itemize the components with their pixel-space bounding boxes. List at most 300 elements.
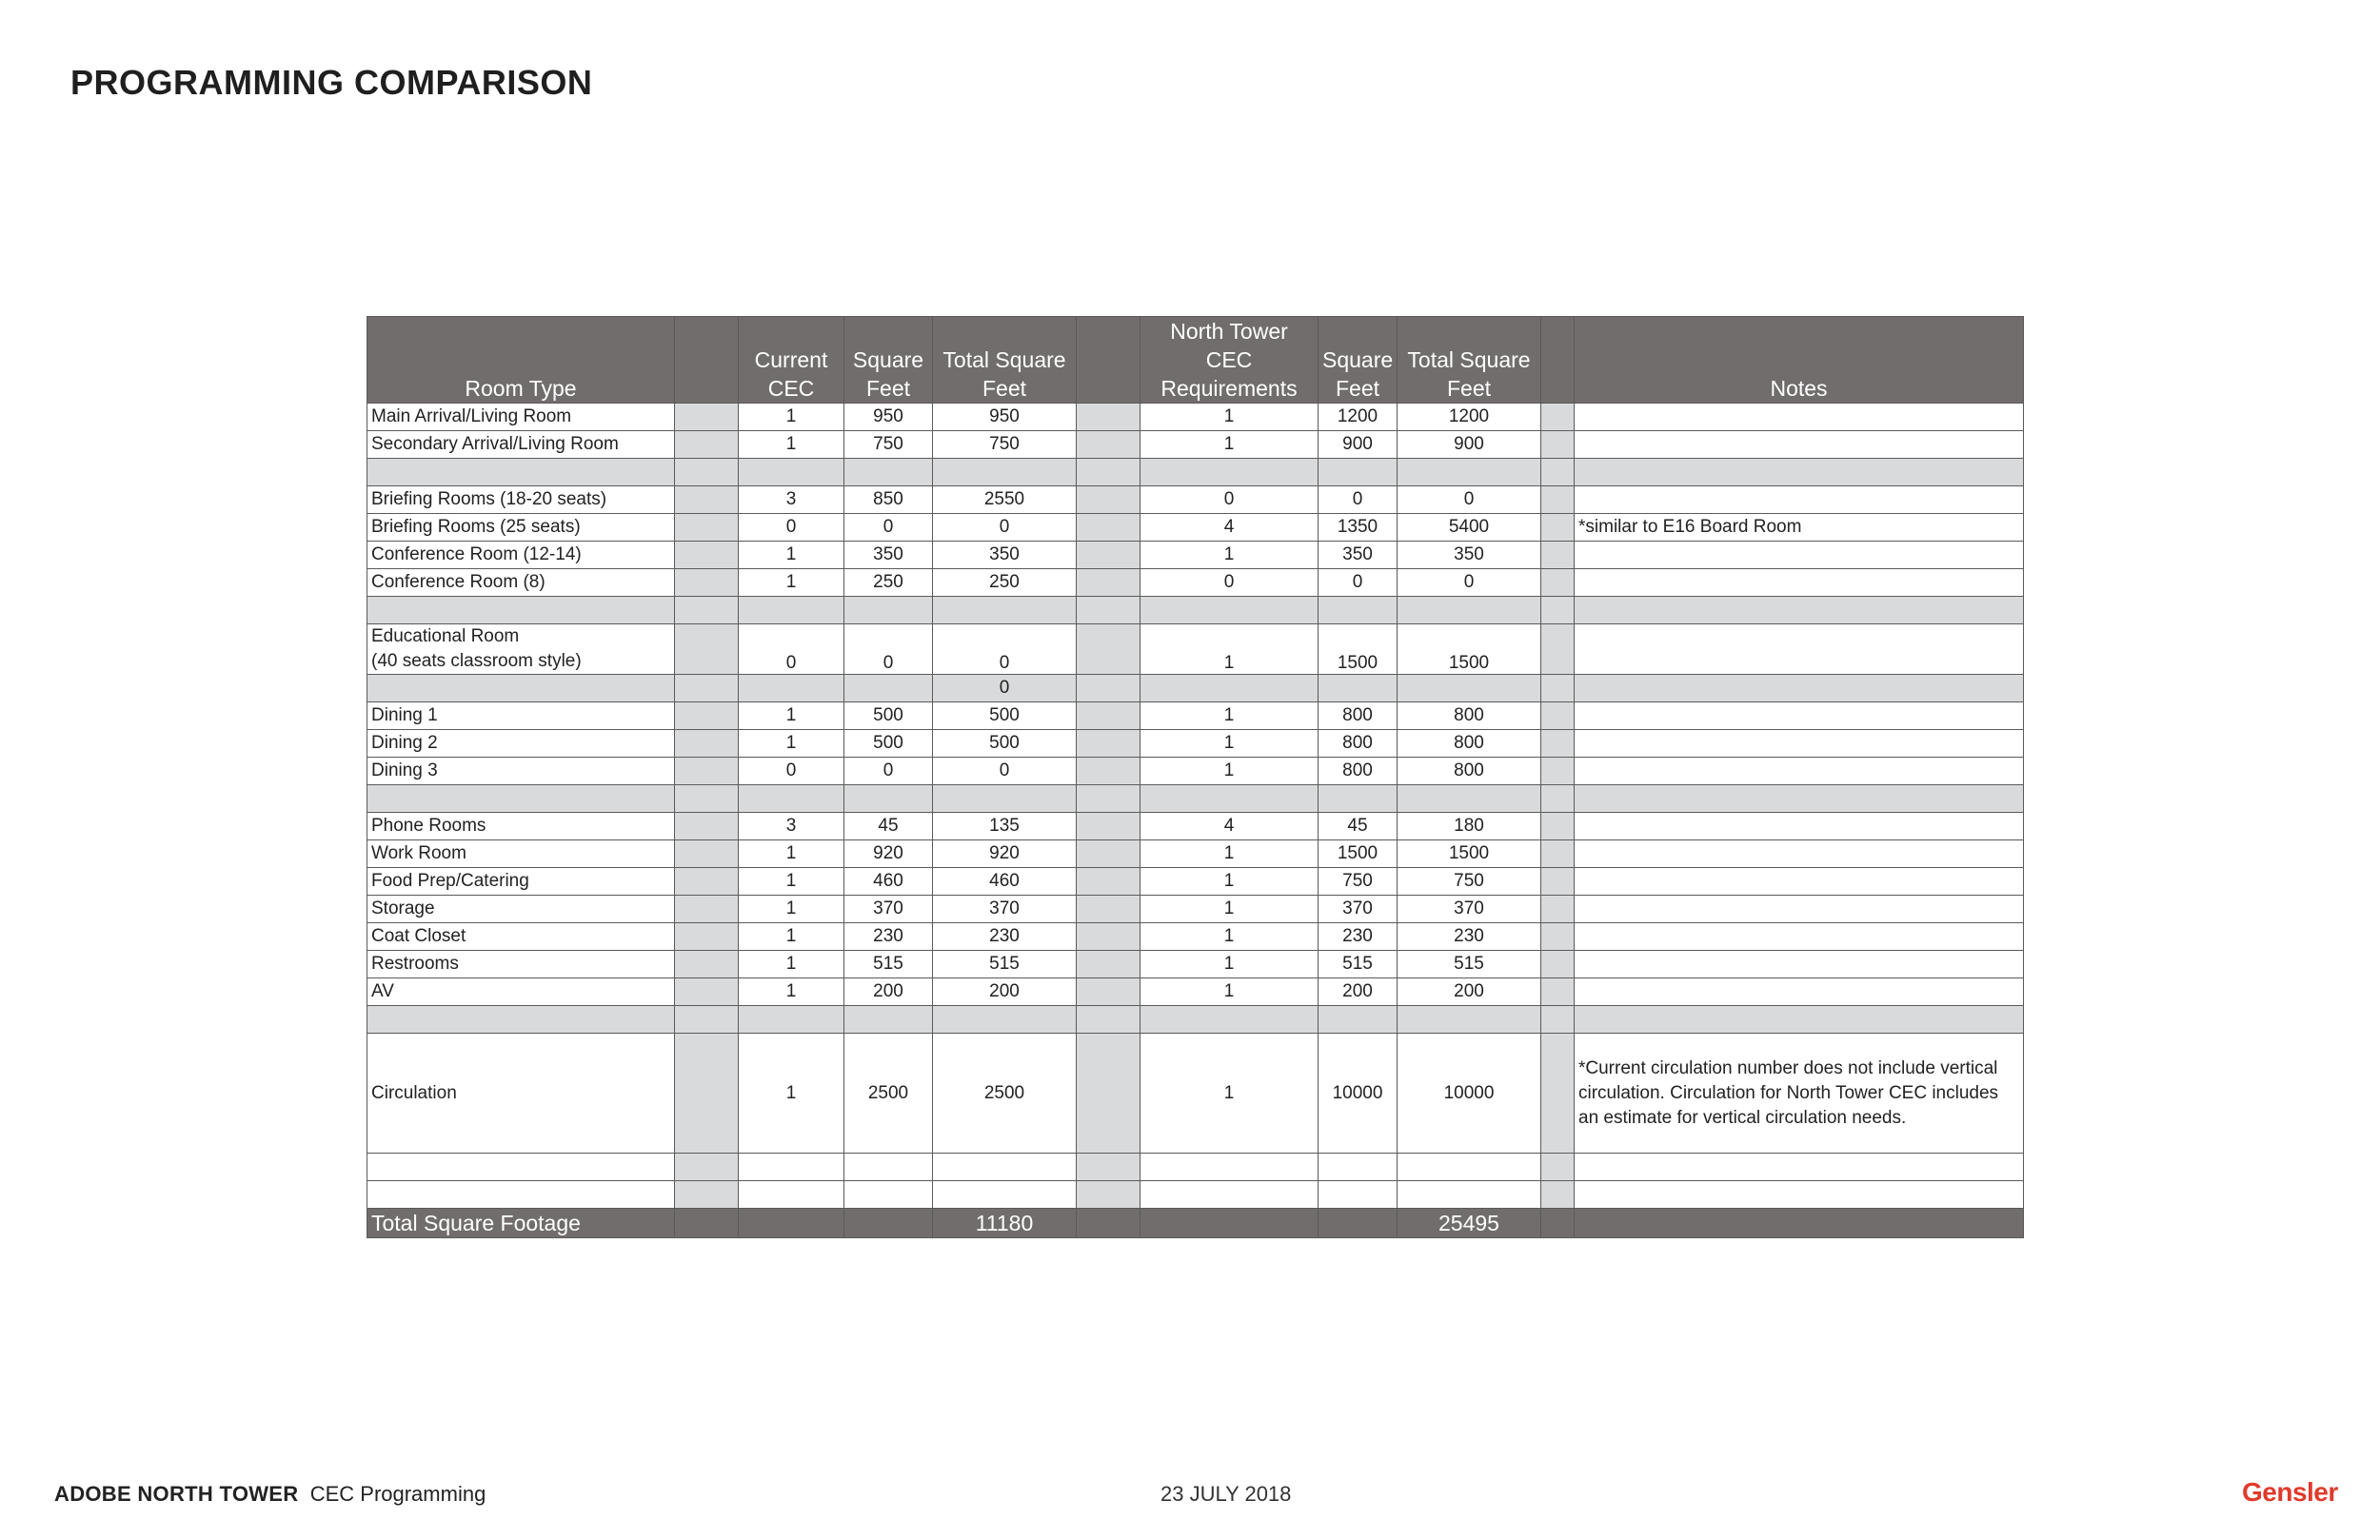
spacer-cell [675,951,739,978]
square-feet-cell: 500 [844,702,933,730]
header-spacer [1077,317,1140,404]
total-square-feet-cell: 135 [933,813,1077,840]
north-tower-total-cell [1398,675,1541,702]
spacer-cell [675,404,739,431]
room-type-cell [367,1154,675,1181]
spacer-cell [675,542,739,569]
current-cec-cell: 1 [739,840,844,868]
current-cec-cell [739,597,844,624]
square-feet-cell: 45 [844,813,933,840]
spacer-cell [675,730,739,758]
spacer-cell [1077,569,1140,597]
square-feet-cell [844,785,933,813]
total-empty-cell [1140,1209,1319,1238]
room-type-cell: Phone Rooms [367,813,675,840]
notes-cell [1575,702,2024,730]
notes-cell [1575,951,2024,978]
current-cec-cell: 0 [739,758,844,785]
current-cec-cell [739,675,844,702]
north-tower-count-cell: 1 [1140,840,1319,868]
north-tower-square-feet-cell: 900 [1319,431,1398,459]
north-tower-square-feet-cell: 1350 [1319,514,1398,542]
total-square-feet-cell [933,785,1077,813]
spacer-cell [675,785,739,813]
north-tower-count-cell [1140,1154,1319,1181]
notes-cell [1575,459,2024,486]
spacer-cell [675,597,739,624]
north-tower-count-cell: 1 [1140,923,1319,951]
square-feet-cell: 350 [844,542,933,569]
room-type-cell [367,459,675,486]
north-tower-total-cell: 0 [1398,486,1541,514]
table-row [367,404,2024,431]
spacer-cell [1077,923,1140,951]
spacer-cell [675,923,739,951]
spacer-cell [1077,597,1140,624]
spacer-cell [1077,624,1140,675]
spacer-cell [1541,978,1575,1006]
current-cec-cell: 0 [739,514,844,542]
square-feet-cell [844,459,933,486]
current-cec-cell [739,1006,844,1034]
table-row [367,624,2024,675]
current-cec-cell [739,1154,844,1181]
room-type-cell: Main Arrival/Living Room [367,404,675,431]
table-header-row [367,317,2024,404]
north-tower-square-feet-cell [1319,597,1398,624]
table-row [367,758,2024,785]
spacer-cell [1541,624,1575,675]
total-square-feet-cell [933,1181,1077,1209]
total-spacer [1077,1209,1140,1238]
current-cec-cell: 0 [739,624,844,675]
square-feet-cell: 250 [844,569,933,597]
notes-cell: *Current circulation number does not include vertical circulation. Circulation for North Tower CEC includes an estimate for vertical circulation needs. [1575,1034,2024,1154]
total-square-feet-cell: 750 [933,431,1077,459]
north-tower-count-cell: 0 [1140,569,1319,597]
room-type-cell: AV [367,978,675,1006]
header-north-tower-requirements: North Tower CEC Requirements [1140,317,1319,404]
notes-cell [1575,404,2024,431]
current-cec-cell: 1 [739,569,844,597]
spacer-cell [1077,514,1140,542]
spacer-cell [1077,840,1140,868]
square-feet-cell: 950 [844,404,933,431]
room-type-cell: Briefing Rooms (18-20 seats) [367,486,675,514]
north-tower-count-cell: 1 [1140,1034,1319,1154]
north-tower-square-feet-cell: 750 [1319,868,1398,896]
room-type-cell [367,675,675,702]
total-empty-cell [1319,1209,1398,1238]
square-feet-cell [844,597,933,624]
square-feet-cell: 515 [844,951,933,978]
room-type-cell: Conference Room (12-14) [367,542,675,569]
north-tower-total-cell: 10000 [1398,1034,1541,1154]
header-room-type: Room Type [367,317,675,404]
square-feet-cell [844,1006,933,1034]
room-type-cell [367,597,675,624]
spacer-cell [1541,840,1575,868]
total-square-feet-cell: 350 [933,542,1077,569]
separator-row [367,1006,2024,1034]
current-cec-cell: 1 [739,978,844,1006]
north-tower-total-cell: 515 [1398,951,1541,978]
separator-row [367,597,2024,624]
room-type-cell: Briefing Rooms (25 seats) [367,514,675,542]
spacer-cell [1077,675,1140,702]
spacer-cell [675,624,739,675]
current-cec-cell: 1 [739,542,844,569]
current-cec-cell [739,1181,844,1209]
total-square-feet-cell: 500 [933,730,1077,758]
notes-cell [1575,758,2024,785]
north-tower-square-feet-cell [1319,459,1398,486]
square-feet-cell: 850 [844,486,933,514]
spacer-cell [1541,702,1575,730]
table-row [367,514,2024,542]
total-spacer [1541,1209,1575,1238]
north-tower-total-cell: 230 [1398,923,1541,951]
north-tower-total-cell: 800 [1398,730,1541,758]
spacer-cell [1077,702,1140,730]
total-square-feet-cell: 0 [933,758,1077,785]
spacer-cell [675,514,739,542]
square-feet-cell: 460 [844,868,933,896]
spacer-cell [1541,951,1575,978]
notes-cell [1575,1154,2024,1181]
total-square-feet-cell: 2550 [933,486,1077,514]
north-tower-total-cell: 800 [1398,702,1541,730]
current-cec-cell: 1 [739,923,844,951]
spacer-cell [1077,459,1140,486]
notes-cell [1575,730,2024,758]
north-tower-square-feet-cell: 1500 [1319,624,1398,675]
north-tower-square-feet-cell: 0 [1319,569,1398,597]
spacer-cell [1541,404,1575,431]
north-tower-total-cell: 5400 [1398,514,1541,542]
north-tower-count-cell [1140,459,1319,486]
footer-subtitle: CEC Programming [309,1482,486,1506]
programming-comparison-table [367,316,2024,1238]
header-total-square-feet-north: Total Square Feet [1398,317,1541,404]
spacer-cell [1077,951,1140,978]
header-total-square-feet: Total Square Feet [933,317,1077,404]
notes-cell [1575,896,2024,923]
square-feet-cell: 500 [844,730,933,758]
room-type-cell: Educational Room (40 seats classroom style) [367,624,675,675]
total-square-feet-cell: 500 [933,702,1077,730]
notes-cell [1575,840,2024,868]
header-notes: Notes [1575,317,2024,404]
room-type-cell [367,785,675,813]
footer-project-name: ADOBE NORTH TOWER [54,1482,299,1506]
notes-cell [1575,569,2024,597]
room-type-cell: Food Prep/Catering [367,868,675,896]
current-cec-cell: 1 [739,730,844,758]
table-row [367,923,2024,951]
notes-cell [1575,785,2024,813]
north-tower-count-cell: 4 [1140,514,1319,542]
spacer-cell [675,813,739,840]
notes-cell [1575,675,2024,702]
north-tower-count-cell: 1 [1140,624,1319,675]
table-row [367,813,2024,840]
spacer-cell [1541,1006,1575,1034]
square-feet-cell: 0 [844,758,933,785]
square-feet-cell: 230 [844,923,933,951]
spacer-cell [1541,569,1575,597]
spacer-cell [675,840,739,868]
room-type-cell: Storage [367,896,675,923]
north-tower-count-cell: 1 [1140,896,1319,923]
spacer-cell [1077,1034,1140,1154]
total-square-feet-cell [933,1154,1077,1181]
table-row [367,868,2024,896]
square-feet-cell: 200 [844,978,933,1006]
table-row [367,1154,2024,1181]
current-cec-cell: 1 [739,896,844,923]
spacer-cell [1541,868,1575,896]
total-empty-cell [844,1209,933,1238]
separator-row [367,459,2024,486]
total-square-feet-cell: 0 [933,675,1077,702]
total-square-feet-cell [933,597,1077,624]
header-square-feet-north: Square Feet [1319,317,1398,404]
spacer-cell [675,675,739,702]
footer-project [54,1482,486,1507]
north-tower-total-cell: 370 [1398,896,1541,923]
square-feet-cell: 920 [844,840,933,868]
spacer-cell [1541,813,1575,840]
room-type-cell: Dining 1 [367,702,675,730]
notes-cell [1575,431,2024,459]
total-current-value: 11180 [933,1209,1077,1238]
spacer-cell [1077,813,1140,840]
room-type-cell: Conference Room (8) [367,569,675,597]
room-type-cell [367,1006,675,1034]
north-tower-total-cell: 900 [1398,431,1541,459]
spacer-cell [1541,1034,1575,1154]
north-tower-count-cell: 1 [1140,978,1319,1006]
total-square-feet-cell: 250 [933,569,1077,597]
square-feet-cell [844,675,933,702]
north-tower-total-cell: 1500 [1398,624,1541,675]
total-empty-cell [1575,1209,2024,1238]
spacer-cell [675,758,739,785]
square-feet-cell [844,1181,933,1209]
north-tower-count-cell: 4 [1140,813,1319,840]
room-type-cell: Coat Closet [367,923,675,951]
spacer-cell [1541,514,1575,542]
square-feet-cell: 370 [844,896,933,923]
total-north-tower-value: 25495 [1398,1209,1541,1238]
north-tower-count-cell: 1 [1140,404,1319,431]
spacer-cell [675,1034,739,1154]
north-tower-count-cell [1140,675,1319,702]
table-row [367,1181,2024,1209]
table-row [367,730,2024,758]
north-tower-square-feet-cell: 515 [1319,951,1398,978]
north-tower-total-cell: 180 [1398,813,1541,840]
spacer-cell [1077,1154,1140,1181]
spacer-cell [1077,431,1140,459]
notes-cell [1575,813,2024,840]
current-cec-cell: 1 [739,404,844,431]
spacer-cell [1077,542,1140,569]
north-tower-square-feet-cell: 800 [1319,730,1398,758]
spacer-cell [675,486,739,514]
spacer-cell [1541,431,1575,459]
spacer-cell [675,1181,739,1209]
header-spacer [1541,317,1575,404]
north-tower-count-cell [1140,1181,1319,1209]
spacer-cell [1541,1154,1575,1181]
north-tower-square-feet-cell [1319,1181,1398,1209]
table-row [367,569,2024,597]
north-tower-square-feet-cell [1319,785,1398,813]
total-label: Total Square Footage [367,1209,675,1238]
spacer-cell [1541,542,1575,569]
north-tower-total-cell: 200 [1398,978,1541,1006]
north-tower-total-cell: 350 [1398,542,1541,569]
north-tower-count-cell [1140,597,1319,624]
current-cec-cell: 1 [739,1034,844,1154]
total-square-feet-cell: 950 [933,404,1077,431]
gensler-logo: Gensler [2242,1477,2338,1507]
table-row [367,702,2024,730]
north-tower-square-feet-cell: 10000 [1319,1034,1398,1154]
spacer-cell [675,569,739,597]
north-tower-square-feet-cell: 1500 [1319,840,1398,868]
separator-row [367,675,2024,702]
notes-cell [1575,1006,2024,1034]
notes-cell [1575,1181,2024,1209]
spacer-cell [1541,785,1575,813]
north-tower-total-cell: 1500 [1398,840,1541,868]
spacer-cell [1077,486,1140,514]
total-square-feet-cell: 2500 [933,1034,1077,1154]
room-type-cell: Circulation [367,1034,675,1154]
table-row [367,896,2024,923]
spacer-cell [1541,597,1575,624]
north-tower-square-feet-cell [1319,1006,1398,1034]
north-tower-count-cell: 0 [1140,486,1319,514]
spacer-cell [675,1006,739,1034]
north-tower-square-feet-cell: 350 [1319,542,1398,569]
spacer-cell [1541,896,1575,923]
spacer-cell [675,868,739,896]
spacer-cell [1077,978,1140,1006]
separator-row [367,785,2024,813]
spacer-cell [1077,868,1140,896]
spacer-cell [675,978,739,1006]
north-tower-count-cell: 1 [1140,730,1319,758]
north-tower-count-cell: 1 [1140,431,1319,459]
square-feet-cell: 0 [844,624,933,675]
current-cec-cell: 1 [739,951,844,978]
spacer-cell [1077,1181,1140,1209]
north-tower-total-cell: 1200 [1398,404,1541,431]
north-tower-total-cell [1398,597,1541,624]
spacer-cell [1077,785,1140,813]
north-tower-total-cell [1398,459,1541,486]
spacer-cell [1077,896,1140,923]
spacer-cell [1541,730,1575,758]
current-cec-cell: 1 [739,868,844,896]
current-cec-cell [739,785,844,813]
notes-cell [1575,624,2024,675]
north-tower-square-feet-cell: 200 [1319,978,1398,1006]
north-tower-square-feet-cell: 0 [1319,486,1398,514]
table-body [367,404,2024,1209]
north-tower-count-cell: 1 [1140,868,1319,896]
header-spacer [675,317,739,404]
room-type-cell: Dining 2 [367,730,675,758]
north-tower-square-feet-cell: 1200 [1319,404,1398,431]
notes-cell [1575,978,2024,1006]
spacer-cell [1077,404,1140,431]
total-square-feet-cell [933,1006,1077,1034]
notes-cell [1575,486,2024,514]
notes-cell [1575,923,2024,951]
total-square-feet-cell: 920 [933,840,1077,868]
spacer-cell [675,896,739,923]
footer-date: 23 JULY 2018 [1160,1482,1292,1506]
programming-table-container [367,316,2024,1238]
north-tower-count-cell: 1 [1140,702,1319,730]
total-square-feet-cell: 370 [933,896,1077,923]
total-square-feet-cell [933,459,1077,486]
table-row [367,840,2024,868]
north-tower-total-cell [1398,1154,1541,1181]
north-tower-total-cell [1398,1181,1541,1209]
total-empty-cell [739,1209,844,1238]
total-square-feet-cell: 460 [933,868,1077,896]
north-tower-square-feet-cell: 370 [1319,896,1398,923]
north-tower-total-cell: 750 [1398,868,1541,896]
table-row [367,951,2024,978]
current-cec-cell: 3 [739,486,844,514]
current-cec-cell [739,459,844,486]
square-feet-cell: 2500 [844,1034,933,1154]
north-tower-square-feet-cell [1319,675,1398,702]
square-feet-cell: 0 [844,514,933,542]
current-cec-cell: 3 [739,813,844,840]
north-tower-count-cell: 1 [1140,542,1319,569]
total-square-feet-cell: 230 [933,923,1077,951]
spacer-cell [675,459,739,486]
north-tower-total-cell [1398,1006,1541,1034]
room-type-cell: Secondary Arrival/Living Room [367,431,675,459]
square-feet-cell: 750 [844,431,933,459]
square-feet-cell [844,1154,933,1181]
north-tower-square-feet-cell: 800 [1319,702,1398,730]
total-square-feet-cell: 0 [933,514,1077,542]
notes-cell [1575,597,2024,624]
room-type-cell [367,1181,675,1209]
north-tower-square-feet-cell: 800 [1319,758,1398,785]
north-tower-count-cell: 1 [1140,758,1319,785]
current-cec-cell: 1 [739,702,844,730]
room-type-cell: Dining 3 [367,758,675,785]
room-type-cell: Restrooms [367,951,675,978]
header-current-cec: Current CEC [739,317,844,404]
north-tower-square-feet-cell: 45 [1319,813,1398,840]
spacer-cell [675,1154,739,1181]
spacer-cell [1541,675,1575,702]
total-square-feet-cell: 515 [933,951,1077,978]
spacer-cell [1541,1181,1575,1209]
